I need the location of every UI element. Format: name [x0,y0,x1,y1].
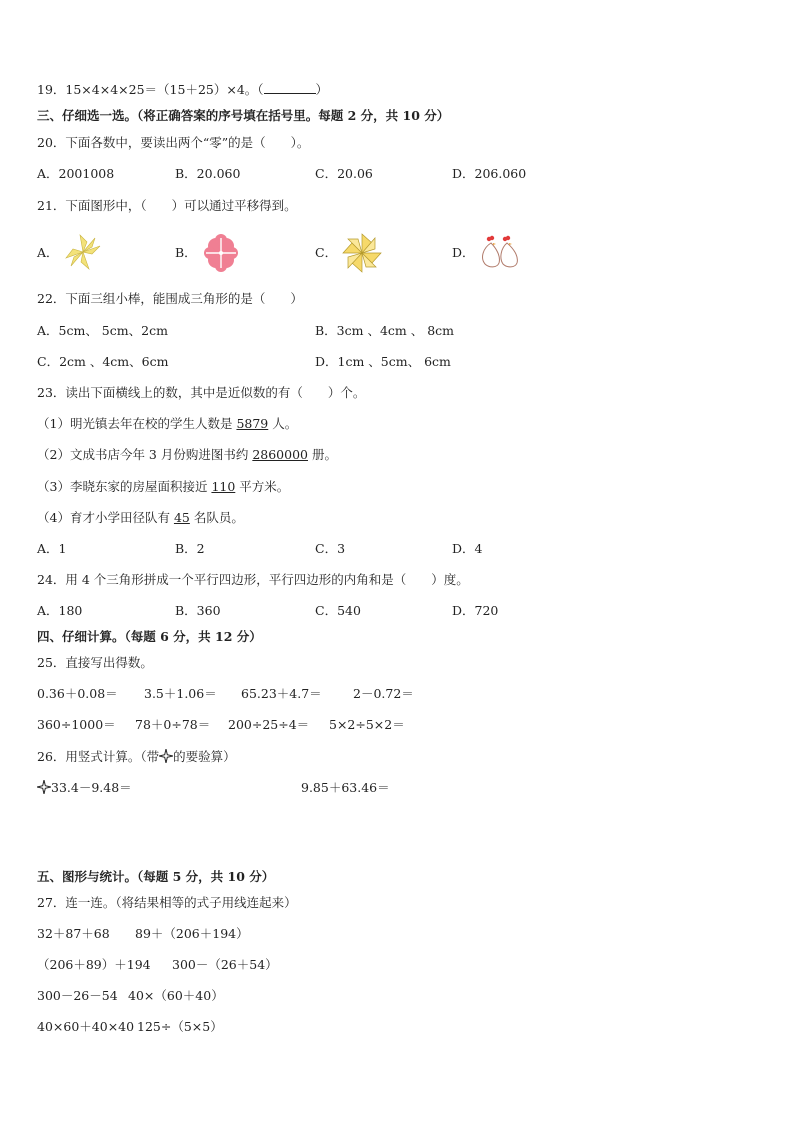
q25-expr: 78＋0÷78＝ [135,717,211,732]
question-24-stem: 24．用 4 个三角形拼成一个平行四边形，平行四边形的内角和是（ ）度。 [37,572,469,587]
question-26-stem-suffix: 的要验算） [173,749,236,764]
q23-item-2-number: 2860000 [252,447,308,462]
q20-option-b[interactable]: B．20.060 [175,166,241,181]
q25-expr: 65.23＋4.7＝ [241,686,322,701]
q25-expr: 3.5＋1.06＝ [144,686,217,701]
question-19-close: ） [315,82,329,97]
windmill-figure-c [340,232,384,274]
q24-option-d[interactable]: D．720 [452,603,499,618]
q23-item-4-unit: 名队员。 [189,510,244,525]
q23-item-1-unit: 人。 [268,416,298,431]
question-25-stem: 25．直接写出得数。 [37,655,153,670]
q20-option-c[interactable]: C．20.06 [315,166,373,181]
q23-option-a[interactable]: A．1 [37,541,67,556]
section-3-heading: 三、仔细选一选。（将正确答案的序号填在括号里。每题 2 分，共 10 分） [37,108,450,123]
q21-option-b-label[interactable]: B． [175,245,197,260]
q23-item-1 [37,416,297,432]
q23-option-b[interactable]: B．2 [175,541,205,556]
q20-option-a[interactable]: A．2001008 [37,166,115,181]
q24-option-c[interactable]: C．540 [315,603,361,618]
q22-option-b[interactable]: B．3cm 、4cm 、 8cm [315,323,455,338]
q23-option-d[interactable]: D．4 [452,541,483,556]
q20-option-d[interactable]: D．206.060 [452,166,527,181]
q26-item-2: 9.85＋63.46＝ [301,780,390,795]
q23-item-4-text: （4）育才小学田径队有 [37,510,174,525]
pinwheel-figure-a [62,232,104,272]
q27-right-expr[interactable]: 125÷（5×5） [137,1019,223,1034]
q23-item-2 [37,447,337,463]
q25-expr: 0.36＋0.08＝ [37,686,118,701]
q23-item-4 [37,510,244,526]
q21-option-a-label[interactable]: A． [37,245,59,260]
q27-left-expr[interactable]: （206＋89）＋194 [37,957,151,972]
q25-expr: 200÷25÷4＝ [228,717,310,732]
q27-right-expr[interactable]: 89＋（206＋194） [135,926,249,941]
q25-expr: 360÷1000＝ [37,717,116,732]
q24-option-b[interactable]: B．360 [175,603,221,618]
q23-item-3-text: （3）李晓东家的房屋面积接近 [37,479,212,494]
question-21-stem: 21．下面图形中，（ ）可以通过平移得到。 [37,198,297,213]
question-26-stem-text: 26．用竖式计算。（带 [37,749,160,764]
q21-option-c-label[interactable]: C． [315,245,338,260]
q27-left-expr[interactable]: 300－26－54 [37,988,118,1003]
q22-option-a[interactable]: A．5cm、 5cm、2cm [37,323,168,338]
question-19-text: 19．15×4×4×25＝（15＋25）×4。（ [37,82,264,97]
section-4-heading: 四、仔细计算。（每题 6 分，共 12 分） [37,629,262,644]
four-point-star-icon [159,749,173,763]
q26-item-1 [37,780,132,796]
question-23-stem: 23．读出下面横线上的数，其中是近似数的有（ ）个。 [37,385,366,400]
q21-option-d-label[interactable]: D． [452,245,475,260]
q24-option-a[interactable]: A．180 [37,603,83,618]
question-19 [37,82,328,98]
q23-item-4-number: 45 [173,510,190,525]
q23-option-c[interactable]: C．3 [315,541,346,556]
question-27-stem: 27．连一连。（将结果相等的式子用线连起来） [37,895,297,910]
q23-item-2-unit: 册。 [308,447,337,462]
q23-item-3-unit: 平方米。 [235,479,290,494]
two-hens-figure-d [477,234,523,270]
q27-right-expr[interactable]: 300－（26＋54） [172,957,278,972]
q23-item-3-number: 110 [211,479,236,494]
q25-expr: 5×2÷5×2＝ [329,717,405,732]
q23-item-3 [37,479,289,495]
section-5-heading: 五、图形与统计。（每题 5 分，共 10 分） [37,869,275,884]
heart-flower-figure-b [200,233,242,273]
q27-left-expr[interactable]: 40×60＋40×40 [37,1019,135,1034]
question-26-stem [37,749,236,765]
question-22-stem: 22．下面三组小棒，能围成三角形的是（ ） [37,291,303,306]
q22-option-d[interactable]: D．1cm 、5cm、 6cm [315,354,451,369]
question-20-stem: 20．下面各数中，要读出两个“零”的是（ ）。 [37,135,310,150]
q27-right-expr[interactable]: 40×（60＋40） [128,988,224,1003]
q22-option-c[interactable]: C．2cm 、4cm、6cm [37,354,169,369]
four-point-star-icon [37,780,51,794]
q23-item-1-number: 5879 [236,416,269,431]
q23-item-2-text: （2）文成书店今年 3 月份购进图书约 [37,447,253,462]
q27-left-expr[interactable]: 32＋87＋68 [37,926,110,941]
q26-expr: 33.4－9.48＝ [51,780,132,795]
q23-item-1-text: （1）明光镇去年在校的学生人数是 [37,416,237,431]
q25-expr: 2－0.72＝ [353,686,414,701]
answer-blank[interactable] [264,82,316,94]
